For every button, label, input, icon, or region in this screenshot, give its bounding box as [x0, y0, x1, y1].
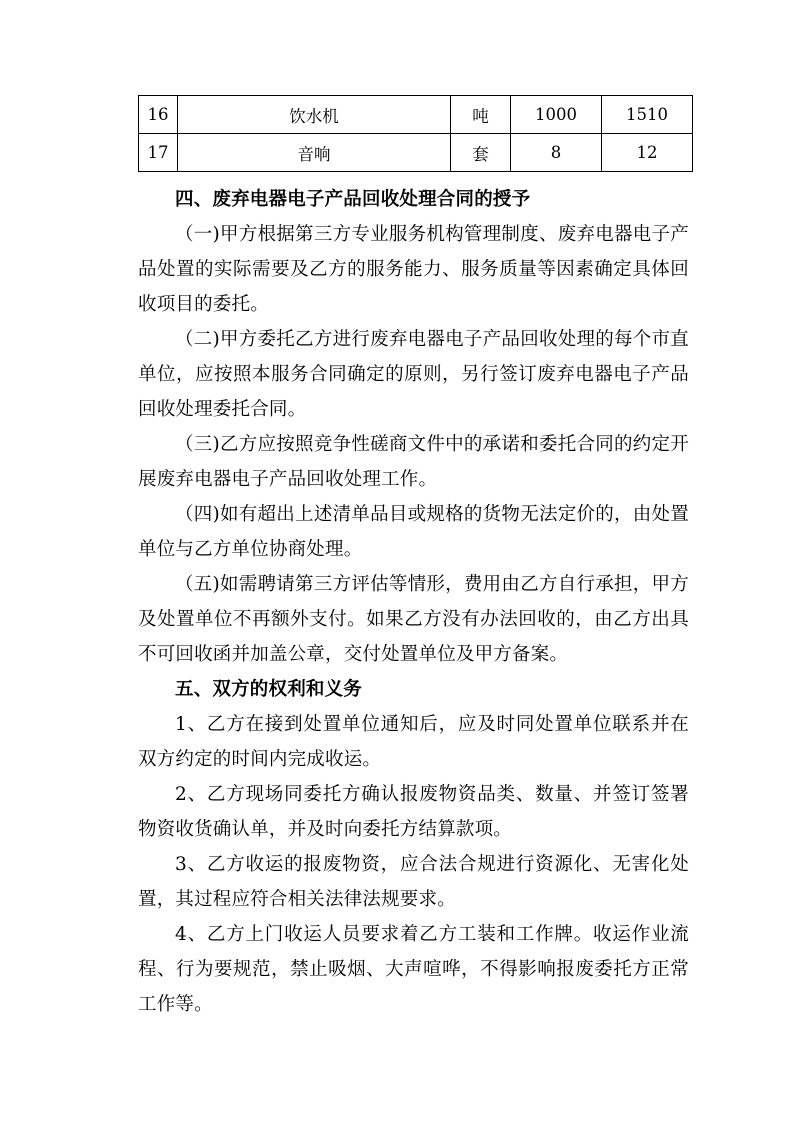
paragraph-5-4: 4、乙方上门收运人员要求着乙方工装和工作牌。收运作业流程、行为要规范，禁止吸烟、大声喧哗，不得影响报废委托方正常工作等。: [138, 924, 689, 1015]
document-body: [138, 182, 689, 1022]
cell-amount: 1510: [602, 96, 693, 134]
paragraph-4-3: （三)乙方应按照竞争性磋商文件中的承诺和委托合同的约定开展废弃电器电子产品回收处理工作。: [138, 434, 689, 490]
cell-index: 17: [139, 134, 178, 172]
section-heading-5: 五、双方的权利和义务: [175, 679, 363, 700]
cell-qty: 1000: [511, 96, 602, 134]
cell-qty: 8: [511, 134, 602, 172]
cell-amount: 12: [602, 134, 693, 172]
cell-unit: 吨: [451, 96, 511, 134]
paragraph-4-5: （五)如需聘请第三方评估等情形，费用由乙方自行承担，甲方及处置单位不再额外支付。如果乙方没有办法回收的，由乙方出具不可回收函并加盖公章，交付处置单位及甲方备案。: [138, 574, 689, 665]
paragraph-5-1: 1、乙方在接到处置单位通知后，应及时同处置单位联系并在双方约定的时间内完成收运。: [138, 714, 689, 770]
table-row: [139, 96, 693, 134]
paragraph-4-1: （一)甲方根据第三方专业服务机构管理制度、废弃电器电子产品处置的实际需要及乙方的服务能力、服务质量等因素确定具体回收项目的委托。: [138, 224, 689, 315]
cell-name: 饮水机: [178, 96, 451, 134]
cell-index: 16: [139, 96, 178, 134]
items-table: [138, 95, 693, 172]
cell-name: 音响: [178, 134, 451, 172]
paragraph-4-4: （四)如有超出上述清单品目或规格的货物无法定价的，由处置单位与乙方单位协商处理。: [138, 504, 689, 560]
paragraph-5-2: 2、乙方现场同委托方确认报废物资品类、数量、并签订签署物资收货确认单，并及时向委托方结算款项。: [138, 784, 689, 840]
cell-unit: 套: [451, 134, 511, 172]
section-heading-4: 四、废弃电器电子产品回收处理合同的授予: [175, 189, 531, 210]
paragraph-5-3: 3、乙方收运的报废物资，应合法合规进行资源化、无害化处置，其过程应符合相关法律法规要求。: [138, 854, 689, 910]
table-row: [139, 134, 693, 172]
paragraph-4-2: （二)甲方委托乙方进行废弃电器电子产品回收处理的每个市直单位，应按照本服务合同确定的原则，另行签订废弃电器电子产品回收处理委托合同。: [138, 329, 689, 420]
